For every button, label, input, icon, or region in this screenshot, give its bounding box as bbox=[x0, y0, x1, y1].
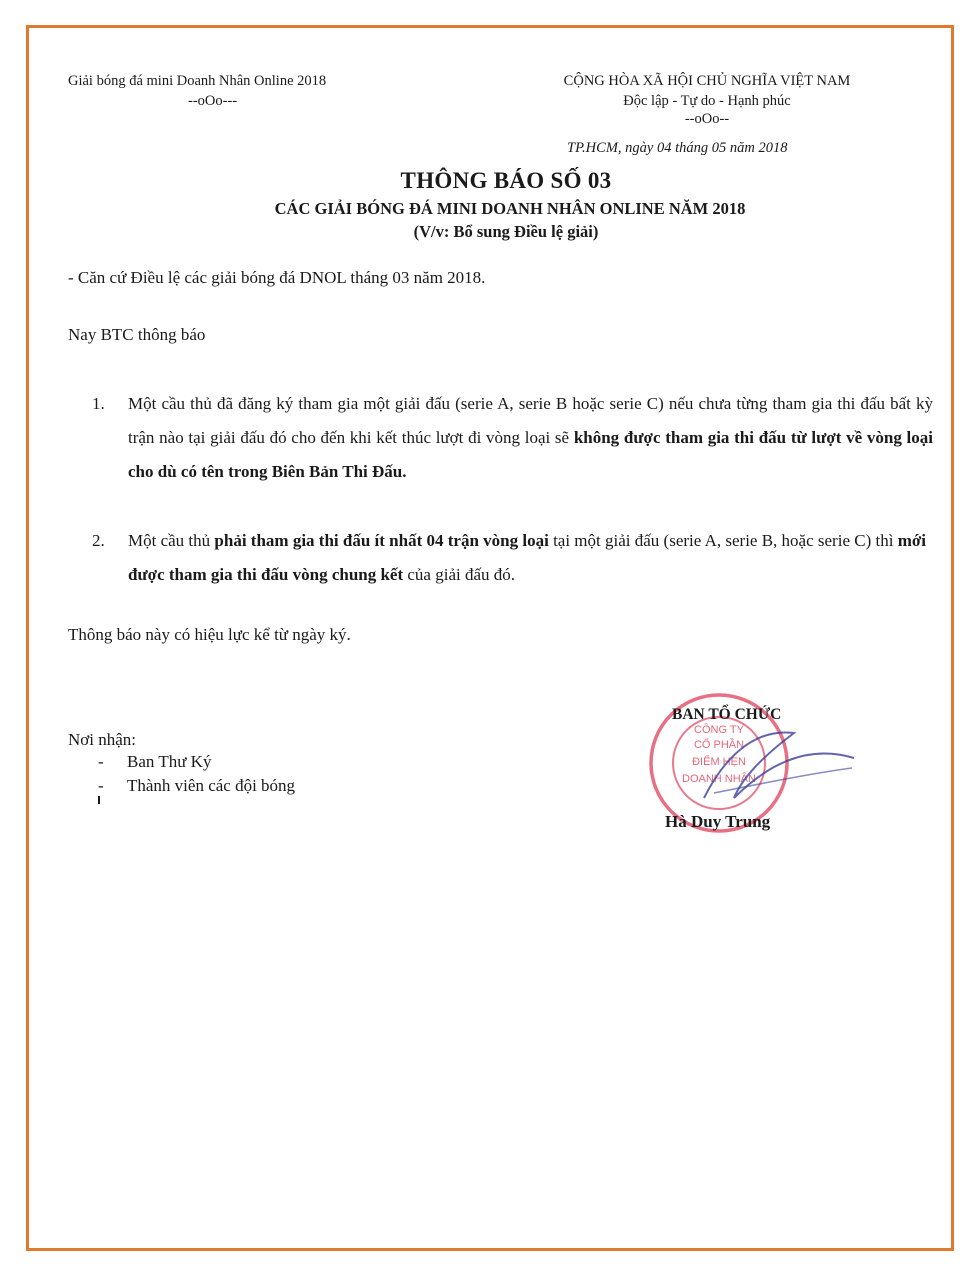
date-line: TP.HCM, ngày 04 tháng 05 năm 2018 bbox=[567, 140, 788, 156]
seal-line: CỔ PHẦN bbox=[693, 739, 745, 751]
notice-item-2: 2. Một cầu thủ phải tham gia thi đấu ít nhất 04 trận vòng loại tại một giải đấu (serie A, serie B, hoặc serie C) thì mới được tham gia thi đấu vòng chung kết của giải đấu đó. bbox=[92, 524, 937, 592]
seal-line: CÔNG TY bbox=[694, 724, 744, 736]
recipient-item: Thành viên các đội bóng bbox=[127, 776, 296, 795]
effective-line: Thông báo này có hiệu lực kể từ ngày ký. bbox=[68, 625, 351, 644]
notice-item-1: 1. Một cầu thủ đã đăng ký tham gia một giải đấu (serie A, serie B hoặc serie C) nếu chưa từng tham gia thi đấu bất kỳ trận nào tại giải đấu đó cho đến khi kết thúc lượt đi vòng loại sẽ không được tham gia thi đấu từ lượt về vòng loại cho dù có tên trong Biên Bản Thi Đấu. bbox=[92, 387, 937, 489]
document-subtitle: CÁC GIẢI BÓNG ĐÁ MINI DOANH NHÂN ONLINE NĂM 2018 bbox=[274, 199, 746, 218]
signature-role: BAN TỔ CHỨC bbox=[672, 706, 782, 723]
organizer-separator: --oOo--- bbox=[188, 93, 238, 109]
seal-line: ĐIỂM HẸN bbox=[692, 756, 746, 768]
item-emphasis: mới được tham gia thi đấu vòng chung kết bbox=[128, 531, 926, 584]
recipient-bullet: - bbox=[98, 752, 104, 771]
republic-name: CỘNG HÒA XÃ HỘI CHỦ NGHĨA VIỆT NAM bbox=[563, 73, 851, 89]
organizer-name: Giải bóng đá mini Doanh Nhân Online 2018 bbox=[68, 73, 327, 89]
stray-mark bbox=[98, 796, 100, 804]
item-emphasis: không được tham gia thi đấu từ lượt về vòng loại cho dù có tên trong Biên Bản Thi Đấu. bbox=[128, 428, 933, 481]
item-number: 2. bbox=[92, 531, 105, 550]
document-regarding: (V/v: Bổ sung Điều lệ giải) bbox=[413, 222, 599, 241]
motto: Độc lập - Tự do - Hạnh phúc bbox=[623, 93, 791, 109]
recipient-bullet: - bbox=[98, 776, 104, 795]
intro-line: Nay BTC thông báo bbox=[68, 325, 206, 344]
recipient-item: Ban Thư Ký bbox=[127, 752, 212, 771]
basis-line: - Căn cứ Điều lệ các giải bóng đá DNOL tháng 03 năm 2018. bbox=[68, 268, 486, 287]
item-emphasis: phải tham gia thi đấu ít nhất 04 trận vòng loại bbox=[214, 531, 549, 550]
seal-line: DOANH NHÂN bbox=[682, 773, 756, 785]
item-number: 1. bbox=[92, 394, 105, 413]
recipients-label: Nơi nhận: bbox=[68, 730, 137, 749]
document-title: THÔNG BÁO SỐ 03 bbox=[400, 168, 612, 193]
motto-separator: --oOo-- bbox=[684, 111, 730, 127]
signature-name: Hà Duy Trung bbox=[665, 812, 771, 831]
